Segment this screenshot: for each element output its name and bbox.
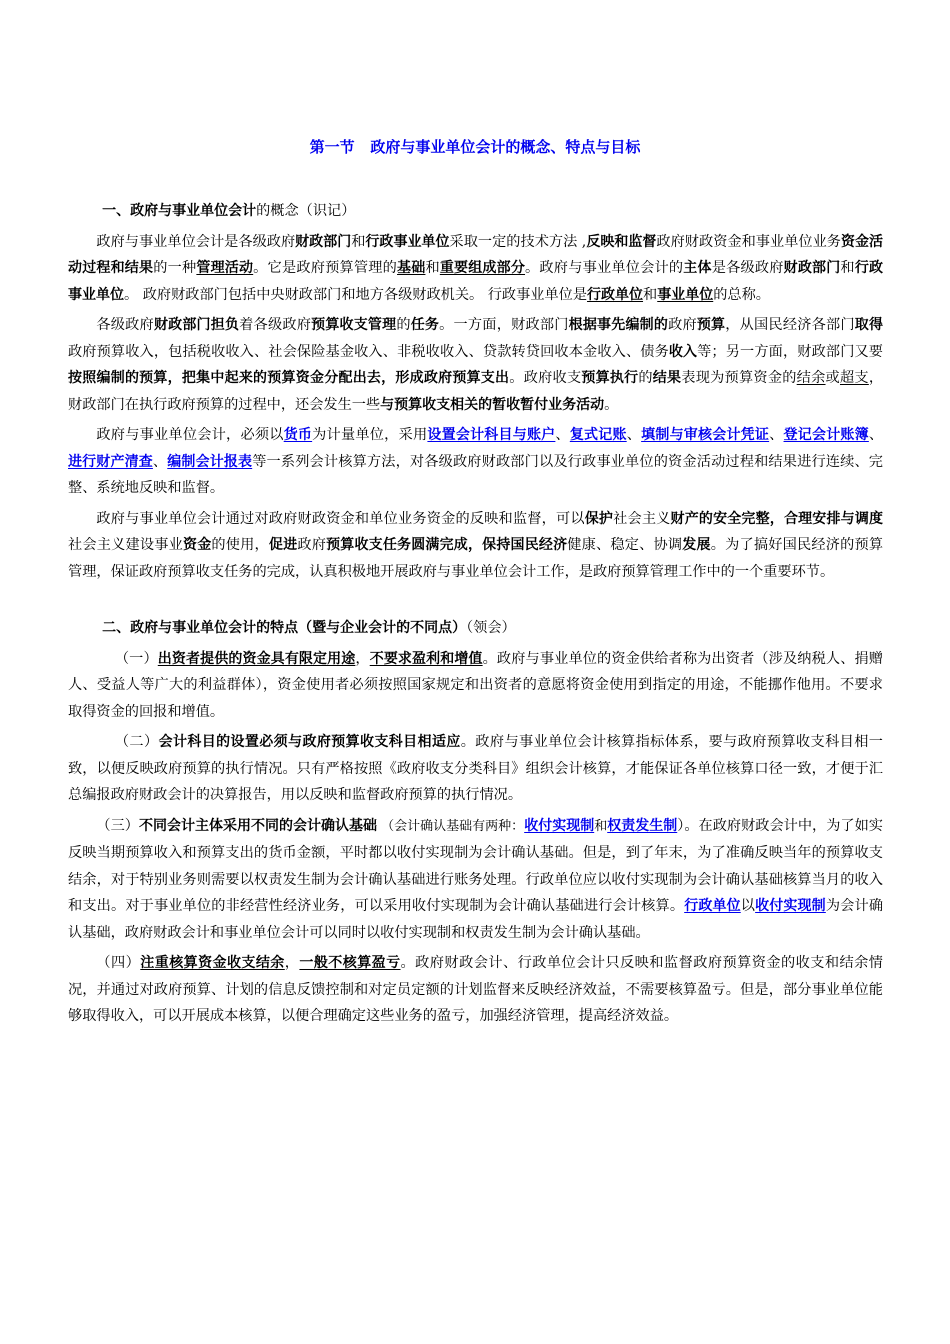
text: 和: [351, 233, 366, 250]
text: ，财政部门在执行政府预算的过程中，还会发生一些: [68, 370, 884, 413]
heading-bold: 一、政府与事业单位会计: [102, 203, 257, 219]
text: （一）: [114, 650, 158, 667]
emphasis: 预算执行: [581, 370, 639, 386]
key-term-blue: 设置会计科目与账户: [427, 427, 556, 443]
text: 、: [152, 453, 168, 470]
s1-paragraph-2: [68, 312, 883, 418]
text: 为会计确认基础，政府财政会计和事业单位会计可以同时以收付实现制和权责发生制为会计确认基础。: [68, 898, 884, 941]
emphasis: 促进: [268, 537, 298, 553]
text: 为计量单位，采用: [312, 427, 428, 443]
emphasis-underlined: 管理活动: [196, 260, 254, 276]
key-term-blue: 登记会计账簿: [783, 427, 869, 443]
emphasis-underlined: 注重核算资金收支结余: [140, 955, 285, 971]
emphasis: 资金活动过程和结果: [68, 233, 884, 276]
text: （四）: [96, 955, 141, 971]
section-title: 第一节 政府与事业单位会计的概念、特点与目标: [309, 138, 641, 156]
text: 等；另一方面，财政部门又要: [697, 343, 883, 360]
text: （三）: [96, 817, 139, 834]
text: 等一系列会计核算方法，对各级政府财政部门以及行政事业单位的资金活动过程和结果进行连续、完整、系统地反映和监督。: [68, 453, 883, 496]
text: 表现为预算资金的: [681, 370, 797, 386]
key-term-blue: 编制会计报表: [167, 453, 253, 470]
emphasis: 财政部门: [295, 233, 352, 250]
text: 政府与事业单位会计，必须以: [96, 427, 284, 443]
section-2-heading: [68, 615, 883, 642]
text: 。政府与事业单位的资金供给者称为出资者（涉及纳税人、捐赠人、受益人等广大的利益群体），资金使用者必须按照国家规定和出资者的意愿将资金使用到指定的用途，不能挪作他用。不要求取得资金的回报和增值。: [68, 650, 883, 720]
key-term-blue: 权责发生制: [607, 817, 678, 834]
text: 、: [555, 427, 570, 443]
emphasis-underlined: 事业单位: [657, 286, 714, 303]
emphasis: 财政部门: [783, 260, 841, 276]
text: 健康、稳定、协调: [567, 537, 683, 553]
emphasis: 资金: [183, 537, 212, 553]
text: 政府预算收入，包括税收收入、社会保险基金收入、非税收收入、贷款转贷回收本金收入、债务: [68, 343, 669, 360]
s2-paragraph-1: [68, 646, 883, 726]
text: 、: [868, 427, 884, 443]
text: 和: [643, 286, 658, 303]
text: 政府: [668, 317, 697, 333]
text: 。政府财政会计、行政单位会计只反映和监督政府预算资金的收支和结余情况，并通过对政府预算、计划的信息反馈控制和对定员定额的计划监督来反映经济效益，不需要核算盈亏。但是，部分事业单位能够取得收入，可以开展成本核算，以便合理确定这些业务的盈亏，加强经济管理，提高经济效益。: [68, 955, 883, 1024]
heading-bold: 二、政府与事业单位会计的特点（暨与企业会计的不同点）: [102, 620, 467, 636]
emphasis: 收入: [668, 343, 698, 360]
emphasis: 行政事业单位: [68, 260, 884, 303]
heading-rest: 的概念（识记）: [256, 203, 356, 219]
text: 。 政府财政部门包括中央财政部门和地方各级财政机关。 行政事业单位是: [124, 286, 588, 303]
text: 和: [840, 260, 855, 276]
text: 的一种: [153, 260, 197, 276]
text: 政府与事业单位会计通过对政府财政资金和单位业务资金的反映和监督，可以: [96, 510, 585, 527]
text: 社会主义建设事业: [68, 537, 184, 553]
text: 和: [425, 260, 440, 276]
text: 采取一定的技术方法 ,: [449, 233, 587, 250]
emphasis-underlined: 行政单位: [587, 286, 644, 303]
text: 。政府与事业单位会计核算指标体系，要与政府预算收支科目相一致，以便反映政府预算的执行情况。只有严格按照《政府收支分类科目》组织会计核算，才能保证各单位核算口径一致，才便于汇总编报政府财政会计的决算报告，用以反映和监督政府预算的执行情况。: [68, 734, 883, 803]
emphasis: 取得: [854, 317, 883, 333]
s2-paragraph-2: [68, 729, 883, 809]
text: 。政府与事业单位会计的: [525, 260, 684, 276]
text: 政府财政资金和事业单位业务: [656, 233, 841, 250]
emphasis-underlined: 出资者提供的资金具有限定用途: [157, 650, 356, 667]
text: 着各级政府: [239, 317, 312, 333]
s1-paragraph-1: [68, 229, 883, 309]
key-term-blue: 货币: [283, 427, 313, 443]
emphasis: 预算收支管理: [311, 317, 397, 333]
text: 、: [769, 427, 784, 443]
emphasis-underlined: 基础: [397, 260, 426, 276]
section-1-heading: [68, 198, 883, 225]
text: （二）: [114, 734, 159, 750]
emphasis: 任务: [410, 317, 440, 333]
s2-paragraph-3: [68, 813, 883, 947]
text: 、: [626, 427, 642, 443]
key-term-blue: 行政单位: [684, 898, 741, 914]
emphasis: 与预算收支相关的暂收暂付业务活动: [380, 396, 605, 413]
emphasis: 根据事先编制的: [568, 317, 669, 333]
text: 是各级政府: [711, 260, 784, 276]
text: 和: [594, 818, 608, 834]
text: 以: [740, 898, 756, 914]
emphasis-underlined: 重要组成部分: [439, 260, 526, 276]
text: 的总称。: [713, 286, 770, 303]
s2-paragraph-4: [68, 950, 883, 1030]
emphasis: 保护: [584, 510, 614, 527]
emphasis: 行政事业单位: [365, 233, 450, 250]
text: 。为了搞好国民经济的预算管理，保证政府预算收支任务的完成，认真积极地开展政府与事业单位会计工作，是政府预算管理工作中的一个重要环节。: [68, 537, 884, 580]
key-term-blue: 收付实现制: [524, 817, 595, 834]
key-term-blue: 收付实现制: [755, 898, 826, 914]
emphasis: 主体: [683, 260, 712, 276]
text: 。一方面，财政部门: [439, 317, 569, 333]
text: （会计确认基础有两种：: [377, 818, 525, 834]
text: 的使用，: [211, 537, 269, 553]
emphasis-underlined: 一般不核算盈亏: [299, 955, 401, 971]
key-term-blue: 进行财产清查: [68, 453, 153, 470]
heading-rest: （领会）: [466, 620, 516, 636]
text: 或: [825, 370, 840, 386]
key-term-blue: 复式记账: [569, 427, 627, 443]
emphasis: 财政部门担负: [153, 317, 240, 333]
s1-paragraph-3: [68, 422, 883, 502]
text: 各级政府: [96, 317, 154, 333]
text: 。: [604, 396, 619, 413]
document-body: [68, 198, 883, 1034]
emphasis: 不同会计主体采用不同的会计确认基础: [138, 817, 378, 834]
text: ，从国民经济各部门: [725, 317, 855, 333]
key-term-blue: 填制与审核会计凭证: [641, 427, 770, 443]
s1-paragraph-4: [68, 506, 883, 586]
emphasis: 按照编制的预算，把集中起来的预算资金分配出去，形成政府预算支出: [68, 370, 510, 386]
text: 。它是政府预算管理的: [253, 260, 398, 276]
emphasis: 财产的安全完整，合理安排与调度: [670, 510, 883, 527]
emphasis: 预算: [696, 317, 726, 333]
underlined: 超支: [839, 370, 869, 386]
underlined: 结余: [796, 370, 826, 386]
emphasis: 预算收支任务圆满完成，保持国民经济: [326, 537, 568, 553]
text: 政府与事业单位会计是各级政府: [96, 233, 296, 250]
text: 。政府收支: [509, 370, 582, 386]
text: ，: [284, 955, 300, 971]
text: ，: [355, 650, 370, 667]
text: ）。在政府财政会计中，为了如实反映当期预算收入和预算支出的货币金额，平时都以收付实现制为会计确认基础。但是，到了年末，为了准确反映当年的预算收支结余，对于特别业务则需要以权责发生制为会计确认基础进行账务处理。行政单位应以收付实现制为会计确认基础核算当月的收入和支出。对于事业单位的非经营性经济业务，可以采用收付实现制为会计确认基础进行会计核算。: [68, 817, 883, 914]
text: 的: [638, 370, 653, 386]
text: 的: [396, 317, 411, 333]
text: 社会主义: [613, 510, 671, 527]
emphasis: 会计科目的设置必须与政府预算收支科目相适应: [158, 734, 461, 750]
emphasis: 结果: [652, 370, 682, 386]
emphasis: 发展: [682, 537, 711, 553]
emphasis-underlined: 不要求盈利和增值: [369, 650, 483, 667]
emphasis: 反映和监督: [586, 233, 657, 250]
text: 政府: [297, 537, 327, 553]
